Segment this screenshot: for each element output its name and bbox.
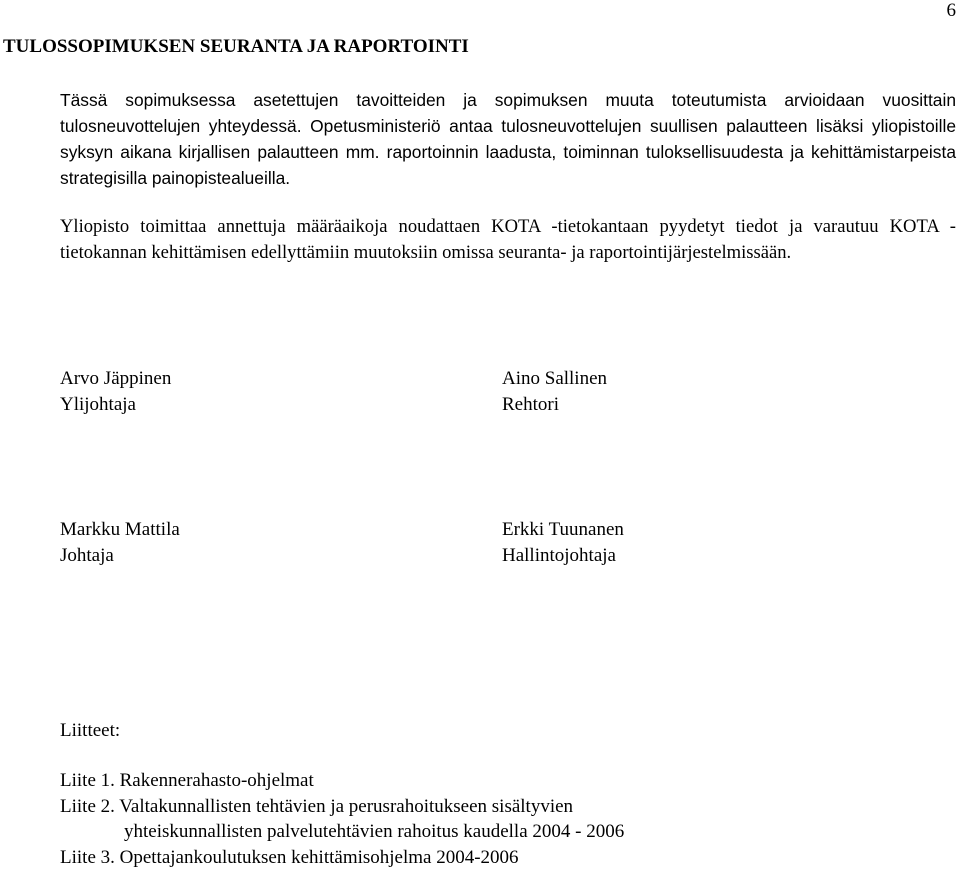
signatory-block xyxy=(60,517,180,569)
attachment-item: Liite 3. Opettajankoulutuksen kehittämisohjelma 2004-2006 xyxy=(60,846,519,868)
signatory-title: Hallintojohtaja xyxy=(502,545,616,566)
signatory-title: Ylijohtaja xyxy=(60,394,136,415)
signatory-name: Markku Mattila xyxy=(60,519,180,540)
signatory-block xyxy=(502,517,624,569)
signatory-block xyxy=(502,366,607,418)
signatory-title: Johtaja xyxy=(60,545,114,566)
signatory-name: Arvo Jäppinen xyxy=(60,368,172,389)
attachments-title: Liitteet: xyxy=(60,720,121,741)
page-number: 6 xyxy=(946,0,956,21)
section-heading: TULOSSOPIMUKSEN SEURANTA JA RAPORTOINTI xyxy=(3,36,469,57)
signatory-title: Rehtori xyxy=(502,394,559,415)
attachment-item: Liite 2. Valtakunnallisten tehtävien ja perusrahoitukseen sisältyvien xyxy=(60,795,574,817)
signatory-name: Aino Sallinen xyxy=(502,368,608,389)
paragraph-kota-reporting: Yliopisto toimittaa annettuja määräaikoja noudattaen KOTA -tietokantaan pyydetyt tiedot ja varautuu KOTA -tietokannan kehittämisen edellyttämiin muutoksiin omissa seuranta- ja raportointijärjestelmissään. xyxy=(60,216,956,263)
attachments-list xyxy=(60,768,624,870)
attachment-item-continuation: yhteiskunnallisten palvelutehtävien rahoitus kaudella 2004 - 2006 xyxy=(124,821,625,842)
attachment-item: Liite 1. Rakennerahasto-ohjelmat xyxy=(60,770,314,791)
signatory-block xyxy=(60,366,171,418)
signatory-name: Erkki Tuunanen xyxy=(502,519,624,540)
paragraph-evaluation: Tässä sopimuksessa asetettujen tavoitteiden ja sopimuksen muuta toteutumista arvioidaan vuosittain tulosneuvottelujen yhteydessä. Opetusministeriö antaa tulosneuvottelujen suullisen palautteen lisäksi yliopistoille syksyn aikana kirjallisen palautteen mm. raportoinnin laadusta, toiminnan tuloksellisuudesta ja kehittämistarpeista strategisilla painopistealueilla. xyxy=(60,90,956,188)
